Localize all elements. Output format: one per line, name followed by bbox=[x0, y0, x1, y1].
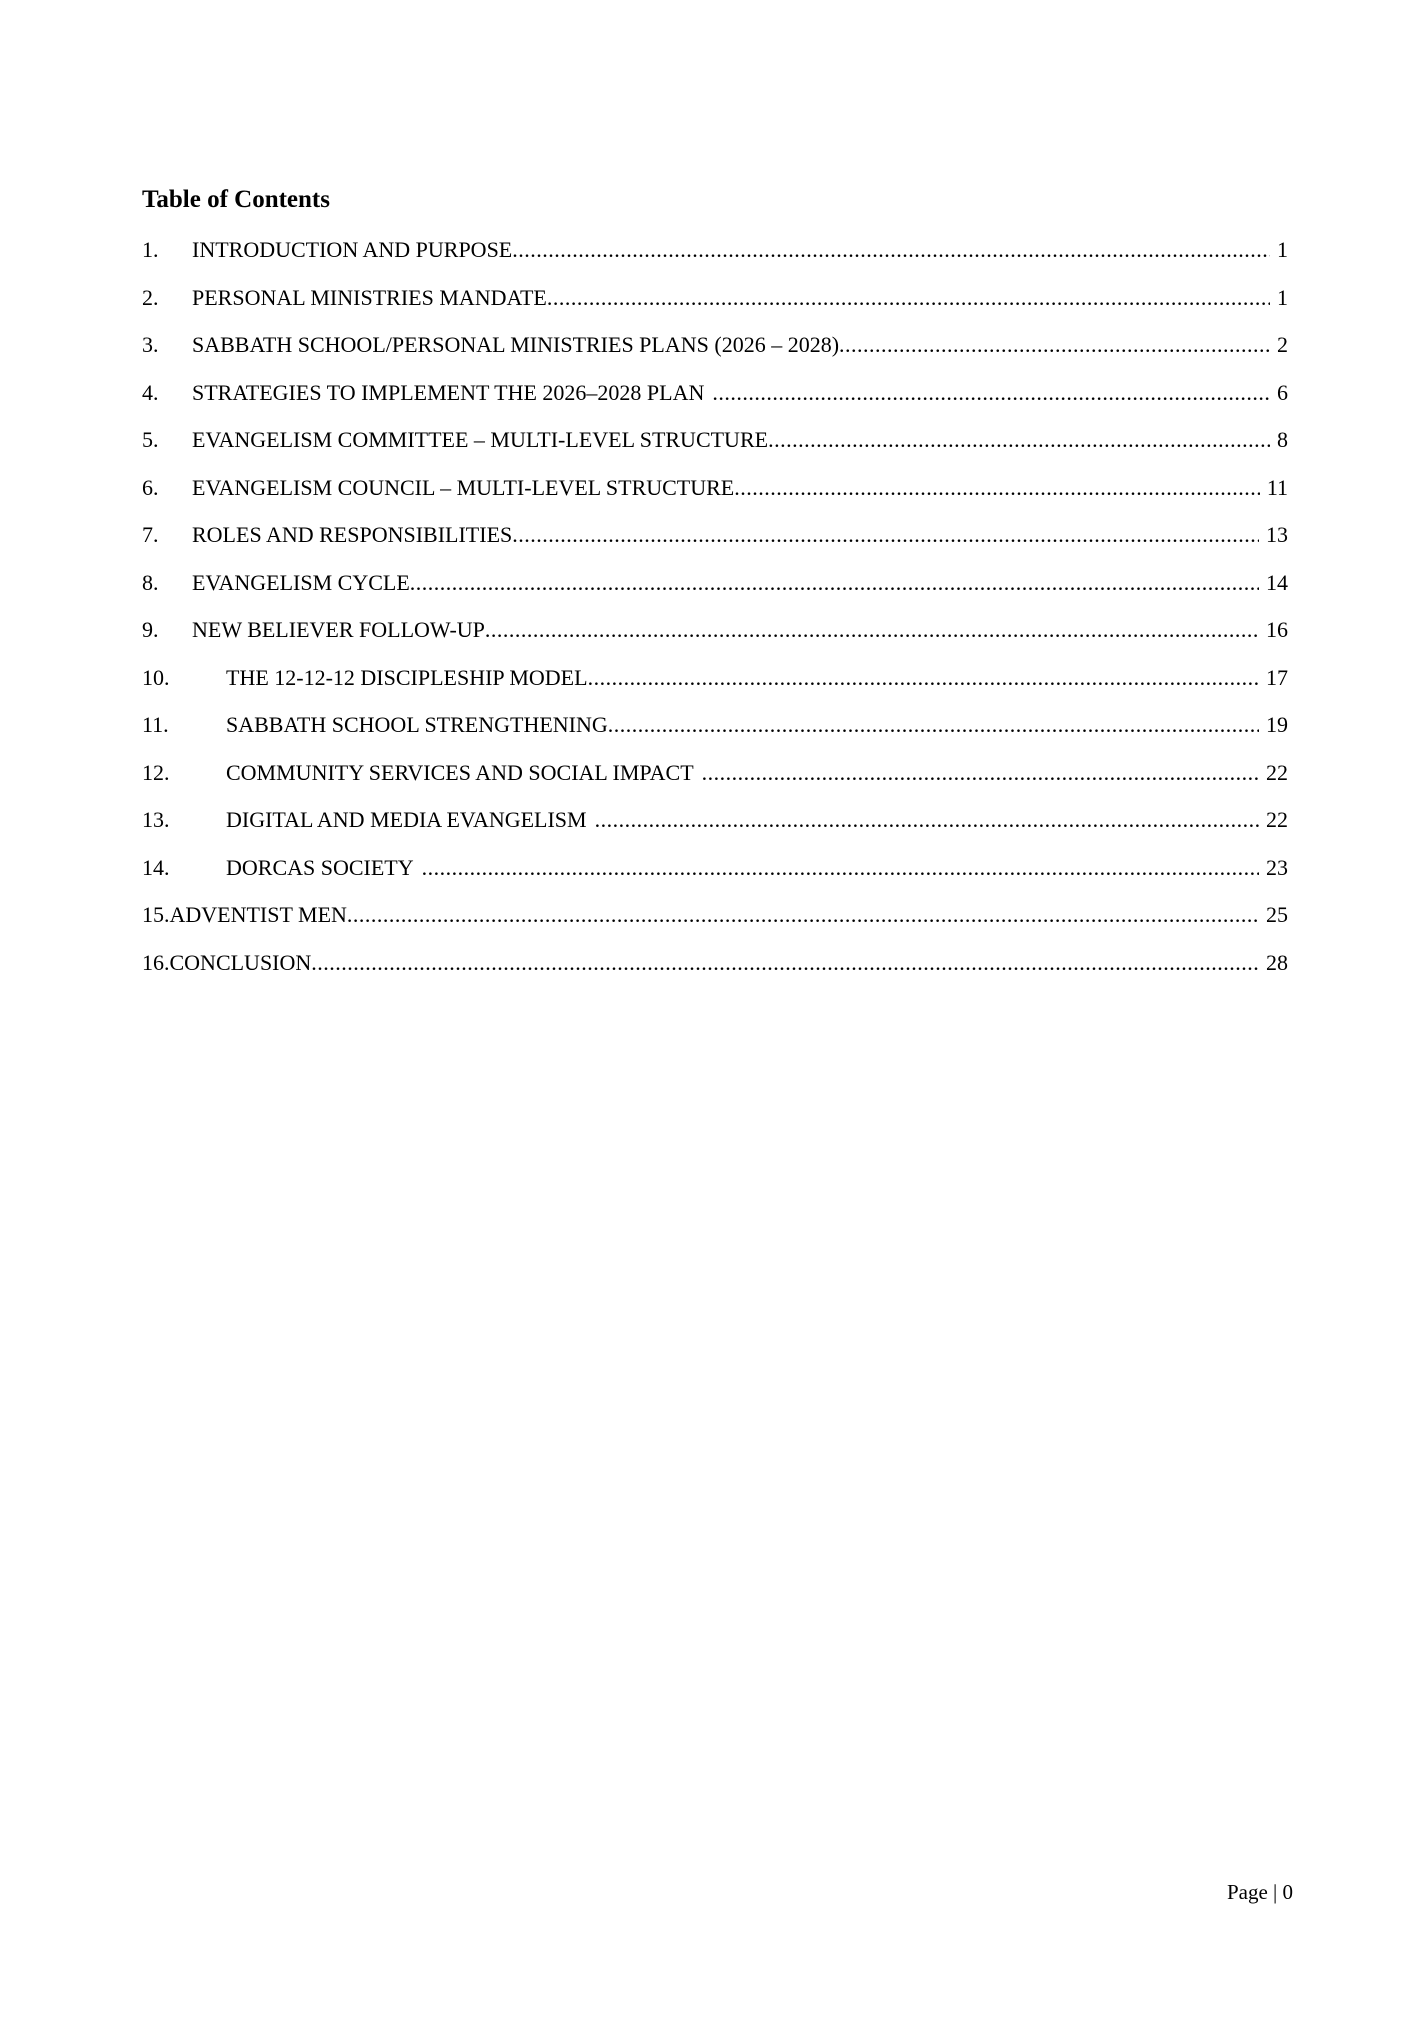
toc-entry-number: 10. bbox=[142, 664, 170, 690]
toc-section bbox=[142, 184, 1288, 997]
dot-leader bbox=[702, 760, 1259, 786]
toc-entry-title: COMMUNITY SERVICES AND SOCIAL IMPACT bbox=[226, 759, 694, 785]
toc-entry-title: CONCLUSION bbox=[169, 949, 312, 975]
toc-entry[interactable] bbox=[142, 902, 1288, 928]
dot-leader bbox=[588, 665, 1259, 691]
toc-entry-title: INTRODUCTION AND PURPOSE bbox=[192, 237, 513, 262]
toc-entry-title: SABBATH SCHOOL/PERSONAL MINISTRIES PLANS (2026 – 2028) bbox=[192, 332, 840, 357]
toc-entry-page: 1 bbox=[1277, 284, 1288, 310]
toc-entry-number: 5. bbox=[142, 427, 159, 452]
toc-entry-title: DIGITAL AND MEDIA EVANGELISM bbox=[226, 807, 587, 832]
toc-entry-title: NEW BELIEVER FOLLOW-UP bbox=[192, 617, 485, 642]
toc-entry-page: 17 bbox=[1266, 664, 1288, 690]
dot-leader bbox=[512, 237, 1270, 263]
toc-entry-number: 15. bbox=[142, 902, 170, 927]
toc-entry-number: 2. bbox=[142, 284, 159, 310]
toc-entry-page: 1 bbox=[1277, 237, 1288, 262]
toc-entry-number: 6. bbox=[142, 474, 159, 500]
toc-entry-page: 11 bbox=[1266, 474, 1288, 500]
toc-list bbox=[142, 237, 1288, 976]
toc-entry-page: 13 bbox=[1266, 522, 1288, 547]
toc-entry[interactable] bbox=[142, 570, 1288, 596]
toc-entry-title: ADVENTIST MEN bbox=[169, 902, 347, 927]
toc-entry-page: 6 bbox=[1277, 379, 1288, 405]
toc-entry-page: 23 bbox=[1266, 854, 1288, 880]
toc-entry-number: 4. bbox=[142, 379, 159, 405]
toc-entry-number: 13. bbox=[142, 807, 170, 832]
toc-entry[interactable] bbox=[142, 712, 1288, 738]
toc-entry-page: 2 bbox=[1277, 332, 1288, 357]
toc-entry[interactable] bbox=[142, 760, 1288, 786]
dot-leader bbox=[311, 950, 1259, 976]
dot-leader bbox=[485, 617, 1259, 643]
toc-entry[interactable] bbox=[142, 665, 1288, 691]
page-number-footer: Page | 0 bbox=[1226, 1880, 1293, 1904]
toc-entry-title: STRATEGIES TO IMPLEMENT THE 2026–2028 PLAN bbox=[192, 379, 705, 405]
toc-entry[interactable] bbox=[142, 522, 1288, 548]
dot-leader bbox=[839, 332, 1270, 358]
dot-leader bbox=[547, 285, 1270, 311]
toc-entry-title: DORCAS SOCIETY bbox=[226, 854, 414, 880]
toc-entry-page: 16 bbox=[1266, 617, 1288, 642]
toc-entry-page: 14 bbox=[1266, 569, 1288, 595]
toc-entry-title: THE 12-12-12 DISCIPLESHIP MODEL bbox=[226, 664, 588, 690]
dot-leader bbox=[608, 712, 1259, 738]
toc-entry-page: 22 bbox=[1266, 759, 1288, 785]
toc-entry[interactable] bbox=[142, 237, 1288, 263]
toc-entry-page: 25 bbox=[1266, 902, 1288, 927]
toc-entry-number: 14. bbox=[142, 854, 170, 880]
toc-entry-page: 28 bbox=[1266, 949, 1288, 975]
toc-entry-title: EVANGELISM CYCLE bbox=[192, 569, 410, 595]
toc-entry[interactable] bbox=[142, 380, 1288, 406]
toc-entry-number: 7. bbox=[142, 522, 159, 547]
toc-entry-page: 22 bbox=[1266, 807, 1288, 832]
toc-entry-title: EVANGELISM COUNCIL – MULTI-LEVEL STRUCTURE bbox=[192, 474, 735, 500]
toc-entry-title: SABBATH SCHOOL STRENGTHENING bbox=[226, 712, 608, 737]
toc-entry-title: ROLES AND RESPONSIBILITIES bbox=[192, 522, 513, 547]
toc-entry[interactable] bbox=[142, 807, 1288, 833]
dot-leader bbox=[410, 570, 1259, 596]
dot-leader bbox=[512, 522, 1259, 548]
toc-entry-number: 9. bbox=[142, 617, 159, 642]
dot-leader bbox=[347, 902, 1259, 928]
toc-entry-number: 16. bbox=[142, 949, 170, 975]
dot-leader bbox=[422, 855, 1259, 881]
dot-leader bbox=[734, 475, 1260, 501]
toc-entry-number: 8. bbox=[142, 569, 159, 595]
toc-entry[interactable] bbox=[142, 855, 1288, 881]
dot-leader bbox=[768, 427, 1270, 453]
toc-entry-number: 12. bbox=[142, 759, 170, 785]
toc-entry[interactable] bbox=[142, 950, 1288, 976]
toc-entry[interactable] bbox=[142, 475, 1288, 501]
toc-entry-title: EVANGELISM COMMITTEE – MULTI-LEVEL STRUCTURE bbox=[192, 427, 769, 452]
toc-entry-number: 1. bbox=[142, 237, 159, 262]
toc-entry-page: 19 bbox=[1266, 712, 1288, 737]
dot-leader bbox=[712, 380, 1270, 406]
toc-entry[interactable] bbox=[142, 427, 1288, 453]
toc-entry-title: PERSONAL MINISTRIES MANDATE bbox=[192, 284, 547, 310]
toc-heading: Table of Contents bbox=[142, 186, 330, 213]
toc-entry[interactable] bbox=[142, 617, 1288, 643]
toc-entry-number: 11. bbox=[142, 712, 169, 737]
dot-leader bbox=[595, 807, 1259, 833]
toc-entry[interactable] bbox=[142, 332, 1288, 358]
toc-entry-number: 3. bbox=[142, 332, 159, 357]
toc-entry-page: 8 bbox=[1277, 427, 1288, 452]
toc-entry[interactable] bbox=[142, 285, 1288, 311]
